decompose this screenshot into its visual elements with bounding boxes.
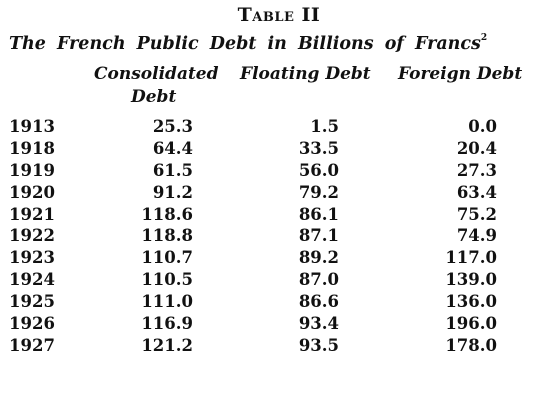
- cell-consolidated: 110.7: [141, 248, 193, 268]
- cell-consolidated: 118.6: [141, 204, 193, 224]
- cell-year: 1918: [9, 138, 55, 158]
- cell-year: 1920: [9, 182, 55, 202]
- table-row: [0, 292, 558, 314]
- cell-foreign: 0.0: [468, 117, 497, 136]
- cell-floating: 87.0: [298, 270, 339, 290]
- cell-consolidated: 91.2: [152, 182, 193, 202]
- column-header-consolidated: Consolidated: [94, 64, 219, 84]
- cell-foreign: 136.0: [445, 292, 497, 312]
- column-header-floating: Floating Debt: [240, 64, 371, 84]
- table-row: [0, 248, 558, 270]
- column-header-consolidated-line2: Debt: [131, 87, 177, 107]
- cell-consolidated: 116.9: [141, 314, 193, 334]
- cell-consolidated: 61.5: [152, 160, 193, 180]
- cell-floating: 93.5: [298, 335, 339, 355]
- cell-year: 1927: [9, 335, 55, 355]
- cell-foreign: 63.4: [456, 182, 497, 202]
- cell-floating: 89.2: [298, 248, 339, 268]
- cell-floating: 1.5: [310, 117, 339, 136]
- cell-floating: 86.1: [298, 204, 339, 224]
- cell-year: 1925: [9, 292, 55, 312]
- cell-year: 1913: [9, 117, 55, 136]
- cell-foreign: 20.4: [456, 138, 497, 158]
- table-row: [0, 314, 558, 336]
- cell-consolidated: 25.3: [152, 117, 193, 136]
- table-caption: [9, 34, 554, 54]
- cell-floating: 33.5: [298, 138, 339, 158]
- table-row: [0, 161, 558, 183]
- cell-foreign: 178.0: [445, 335, 497, 355]
- cell-floating: 86.6: [298, 292, 339, 312]
- footnote-mark: 2: [480, 33, 488, 43]
- table-row: [0, 270, 558, 292]
- column-header-foreign: Foreign Debt: [398, 64, 523, 84]
- cell-floating: 79.2: [298, 182, 339, 202]
- cell-year: 1923: [9, 248, 55, 268]
- cell-year: 1921: [9, 204, 55, 224]
- table-row: [0, 336, 558, 358]
- cell-consolidated: 121.2: [141, 335, 193, 355]
- cell-year: 1922: [9, 226, 55, 246]
- table-row: [0, 205, 558, 227]
- cell-foreign: 27.3: [456, 160, 497, 180]
- cell-consolidated: 64.4: [152, 138, 193, 158]
- cell-consolidated: 118.8: [141, 226, 193, 246]
- cell-foreign: 75.2: [456, 204, 497, 224]
- cell-consolidated: 110.5: [141, 270, 193, 290]
- cell-foreign: 196.0: [445, 314, 497, 334]
- table-row: [0, 226, 558, 248]
- caption-text: The French Public Debt in Billions of Francs: [9, 34, 481, 54]
- cell-floating: 56.0: [298, 160, 339, 180]
- cell-year: 1924: [9, 270, 55, 290]
- table-body: [0, 117, 558, 358]
- table-label: Table II: [237, 4, 321, 26]
- cell-foreign: 139.0: [445, 270, 497, 290]
- cell-floating: 93.4: [298, 314, 339, 334]
- cell-foreign: 117.0: [445, 248, 497, 268]
- cell-year: 1919: [9, 160, 55, 180]
- table-row: [0, 139, 558, 161]
- cell-foreign: 74.9: [456, 226, 497, 246]
- table-row: [0, 117, 558, 139]
- cell-year: 1926: [9, 314, 55, 334]
- cell-consolidated: 111.0: [141, 292, 193, 312]
- cell-floating: 87.1: [298, 226, 339, 246]
- table-row: [0, 183, 558, 205]
